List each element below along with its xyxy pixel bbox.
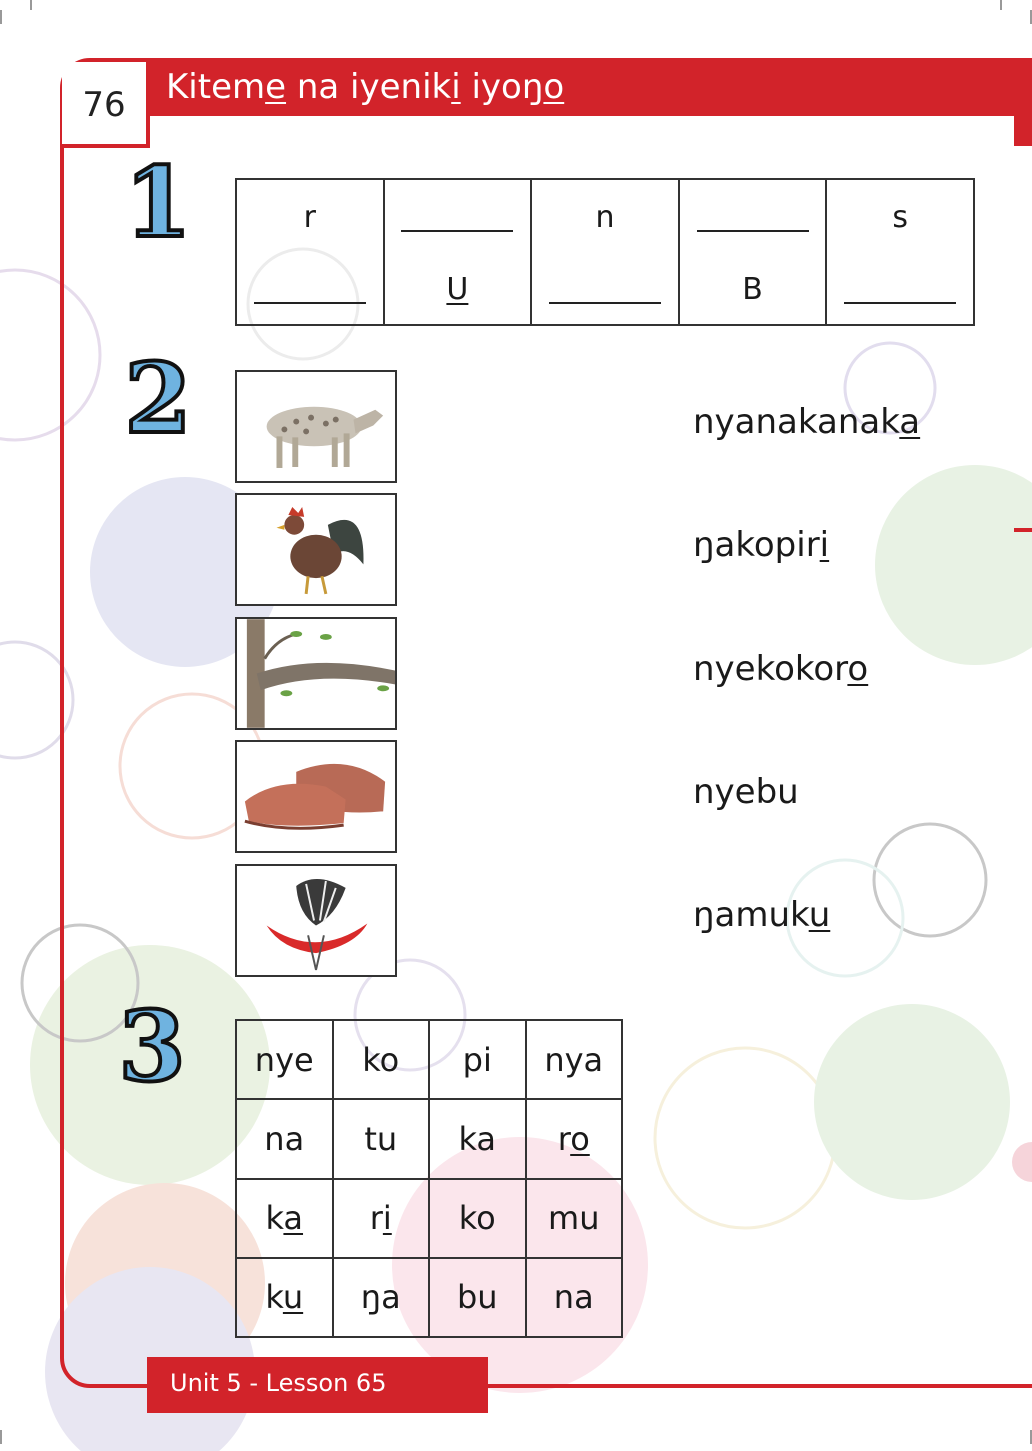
syllable-cell[interactable] xyxy=(333,1179,430,1258)
exercise-number-1 xyxy=(118,156,198,246)
letter-bottom: U xyxy=(446,272,469,307)
syllable-cell[interactable] xyxy=(236,1258,333,1337)
text-segment: pi xyxy=(462,1040,492,1079)
crop-mark xyxy=(30,0,32,10)
text-segment: iyoŋ xyxy=(460,67,544,107)
syllable-cell[interactable] xyxy=(429,1020,526,1099)
syllable-table xyxy=(235,1019,623,1338)
edge-tab xyxy=(1014,528,1032,532)
header-accent xyxy=(1014,116,1032,146)
letter-cell xyxy=(679,179,827,325)
underlined-letter: o xyxy=(570,1119,590,1158)
text-segment: Kitem xyxy=(166,67,266,107)
feather-headdress-picture[interactable] xyxy=(235,864,397,977)
crop-mark xyxy=(0,10,2,24)
exercise-number-2 xyxy=(118,352,198,442)
shoes-image xyxy=(237,742,395,851)
syllable-cell[interactable] xyxy=(333,1099,430,1178)
underlined-letter: i xyxy=(819,525,830,565)
syllable-cell[interactable] xyxy=(236,1020,333,1099)
letter-top: r xyxy=(303,200,316,235)
word-item[interactable] xyxy=(693,772,799,812)
syllable-cell[interactable] xyxy=(429,1179,526,1258)
syllable-cell[interactable] xyxy=(333,1258,430,1337)
tree-branch-picture[interactable] xyxy=(235,617,397,730)
underlined-letter: a xyxy=(899,402,921,442)
letter-table xyxy=(235,178,975,326)
underlined-letter: u xyxy=(808,895,831,935)
text-segment: mu xyxy=(548,1199,600,1238)
letter-cell xyxy=(384,179,532,325)
text-segment: na xyxy=(264,1119,305,1158)
text-segment: ŋakopir xyxy=(693,525,820,565)
hyena-picture[interactable] xyxy=(235,370,397,483)
underlined-letter: o xyxy=(847,649,869,689)
underlined-letter: a xyxy=(283,1199,304,1238)
text-segment: ko xyxy=(362,1040,400,1079)
rooster-picture[interactable] xyxy=(235,493,397,606)
syllable-cell[interactable] xyxy=(429,1099,526,1178)
text-segment: tu xyxy=(364,1119,398,1158)
syllable-cell[interactable] xyxy=(236,1099,333,1178)
exercise-number-3 xyxy=(112,1000,192,1090)
tree-branch-image xyxy=(237,619,395,728)
feather-headdress-image xyxy=(237,866,395,975)
text-segment: ŋa xyxy=(360,1278,401,1317)
svg-text:3: 3 xyxy=(118,1000,186,1090)
text-segment: nyanakanak xyxy=(693,402,900,442)
word-item[interactable] xyxy=(693,402,920,442)
word-item[interactable] xyxy=(693,649,868,689)
syllable-cell[interactable] xyxy=(429,1258,526,1337)
syllable-cell[interactable] xyxy=(526,1020,623,1099)
text-segment: nya xyxy=(544,1040,604,1079)
letter-blank[interactable] xyxy=(254,272,366,304)
shoes-picture[interactable] xyxy=(235,740,397,853)
svg-text:2: 2 xyxy=(124,352,192,442)
text-segment: ka xyxy=(458,1119,497,1158)
text-segment: k xyxy=(265,1199,284,1238)
underlined-letter: i xyxy=(382,1199,392,1238)
page-number: 76 xyxy=(82,85,126,125)
rooster-image xyxy=(237,495,395,604)
letter-blank[interactable] xyxy=(549,272,661,304)
lesson-label: Unit 5 - Lesson 65 xyxy=(170,1369,387,1397)
text-segment: na xyxy=(553,1278,594,1317)
syllable-cell[interactable] xyxy=(526,1179,623,1258)
syllable-cell[interactable] xyxy=(526,1258,623,1337)
text-segment: ŋamuk xyxy=(693,895,809,935)
page-title xyxy=(166,60,564,116)
letter-blank[interactable] xyxy=(844,272,956,304)
syllable-cell[interactable] xyxy=(236,1179,333,1258)
underlined-letter: u xyxy=(282,1278,304,1317)
letter-blank[interactable] xyxy=(401,200,513,232)
text-segment: nyekokor xyxy=(693,649,848,689)
underlined-letter: i xyxy=(451,67,461,107)
text-segment: r xyxy=(557,1119,571,1158)
letter-cell xyxy=(826,179,974,325)
text-segment: na iyenik xyxy=(286,67,452,107)
underlined-letter: o xyxy=(543,67,565,107)
text-segment: nyebu xyxy=(693,772,799,812)
syllable-cell[interactable] xyxy=(526,1099,623,1178)
crop-mark xyxy=(1000,0,1002,10)
hyena-image xyxy=(237,372,395,481)
text-segment: k xyxy=(265,1278,283,1317)
letter-cell xyxy=(531,179,679,325)
underlined-letter: e xyxy=(265,67,287,107)
text-segment: r xyxy=(369,1199,383,1238)
syllable-cell[interactable] xyxy=(333,1020,430,1099)
letter-cell xyxy=(236,179,384,325)
text-segment: ko xyxy=(458,1199,496,1238)
svg-text:1: 1 xyxy=(124,156,192,246)
word-item[interactable] xyxy=(693,895,830,935)
text-segment: bu xyxy=(456,1278,498,1317)
letter-top: s xyxy=(892,200,908,235)
crop-mark xyxy=(0,1430,2,1444)
letter-top: n xyxy=(595,200,615,235)
text-segment: nye xyxy=(254,1040,314,1079)
letter-bottom: B xyxy=(742,272,763,307)
word-item[interactable] xyxy=(693,525,829,565)
letter-blank[interactable] xyxy=(697,200,809,232)
